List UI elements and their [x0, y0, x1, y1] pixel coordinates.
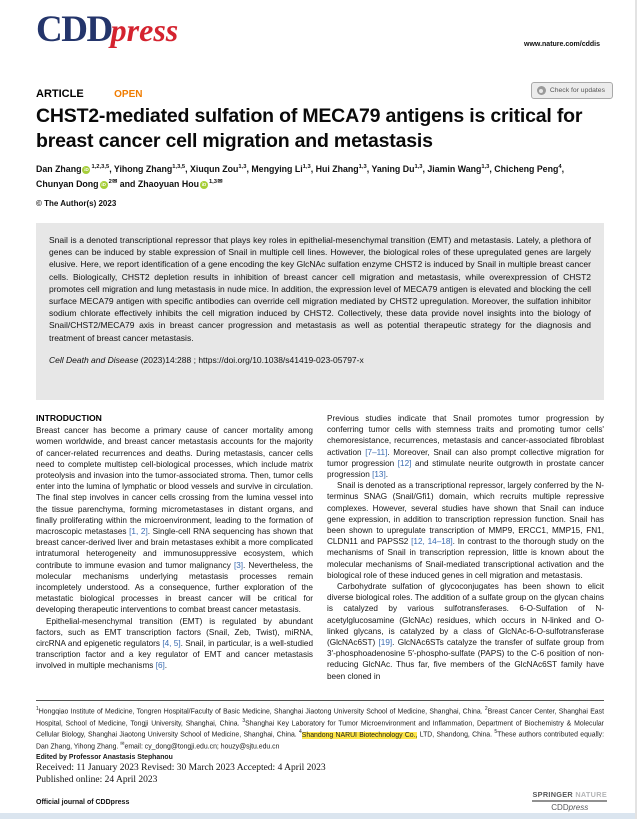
paragraph: Previous studies indicate that Snail promotes tumor progression by conferring tumor cells with stemness traits and promoting tumor cells' chemoresistance, recurrences, metastasis and cancer-associated fibroblast activation [7–11]. Moreover, Snail can also prompt collective migration for tumor progression [12] and stimulate neurite outgrowth in prostate cancer progression [13].: [327, 414, 604, 480]
reference-citation: [3]: [233, 560, 244, 570]
reference-citation: [12, 14–18]: [411, 537, 453, 547]
affiliation-text: Hongqiao Institute of Medicine, Tongren Hospital/Faculty of Basic Medicine, Shanghai Jiaotong University School of Medicine, Shanghai, China.: [38, 708, 485, 716]
paragraph: Snail is denoted as a transcriptional repressor, largely conferred by the N-terminus SNAG (Snail/Gfi1) domain, which recruits multiple repressive complexes. However, several studies have shown that Snail can induce gene expression, in addition to transcription repression function. Snail has been shown to upregulate transcription of MMP9, ERCC1, MMP15, FN1, CLDN11 and PAPSS2 [12, 14–18]. In contrast to the thorough study on the mechanisms of Snail in transcription repression, little is known about the molecular mechanisms of Snail-mediated transcriptional activation and the biological role of these induced genes in cell migration and metastasis.: [327, 481, 604, 580]
citation-line: [49, 355, 591, 365]
reference-citation: [19]: [378, 638, 393, 648]
springer-nature-logo: [532, 790, 607, 812]
introduction-heading: INTRODUCTION: [36, 413, 102, 423]
open-access-label: OPEN: [114, 89, 143, 100]
author: Xiuqun Zou$^{1,3}$,: [190, 163, 252, 174]
highlighted-affiliation: Shandong NARUI Biotechnology Co.,: [301, 731, 418, 739]
history-dates: [36, 763, 326, 786]
author: Chicheng Peng$^4$,: [494, 163, 565, 174]
citation-volume: (2023)14:288 ;: [138, 354, 199, 365]
springer-nature-wordmark: [532, 790, 607, 802]
doi-link[interactable]: https://doi.org/10.1038/s41419-023-05797-x: [198, 354, 364, 365]
journal-url: www.nature.com/cddis: [524, 41, 600, 48]
author-list: [36, 161, 604, 191]
check-for-updates-label: Check for updates: [549, 87, 605, 94]
body-columns: [36, 413, 604, 682]
right-column: [327, 413, 604, 682]
abstract-text: Snail is a denoted transcriptional repressor that plays key roles in epithelial-mesenchymal transition (EMT) and metastasis. Lately, a plethora of genes can be induced by stable expression of Snail in multiple cell lines. However, the biological roles of these upregulated genes are largely elusive. Here, we report identification of a gene encoding the key GlcNAc sulfation enzyme CHST2 is induced by Snail in multiple breast cancer cells. Biologically, CHST2 depletion results in inhibition of breast cancer cell migration and metastasis, while overexpression of CHST2 promotes cell migration and lung metastasis in nude mice. In addition, the expression level of MECA79 antigen is elevated and blocking the cell surface MECA79 antigen with specific antibodies can override cell migration mediated by CHST2 upregulation. Moreover, the sulfation inhibitor sodium chlorate effectively inhibits the cell migration induced by CHST2. Collectively, these data provide novel insights into the biology of Snail/CHST2/MECA79 axis in breast cancer progression and metastasis as well as potential therapeutic strategy for the diagnosis and treatment of breast cancer metastasis.: [49, 235, 591, 343]
author: Dan Zhang iD $^{1,2,3,5}$,: [36, 163, 114, 174]
affiliation-text: Breast Cancer Center, Shanghai East Hospital, School of Medicine, Tongji University, Shanghai, China.: [36, 708, 604, 727]
copyright-line: © The Author(s) 2023: [36, 199, 117, 208]
edited-by-line: Edited by Professor Anastasis Stephanou: [36, 753, 173, 761]
citation-journal: Cell Death and Disease: [49, 354, 139, 365]
footnote-divider: [36, 700, 604, 701]
cddpress-wordmark: [532, 802, 607, 812]
page-bottom-strip: [0, 813, 635, 819]
paragraph: Breast cancer has become a primary cause of cancer mortality among women worldwide, and breast cancer metastasis accounts for the majority of cancer-related recurrences and deaths. During metastasis, cancer cells need to complete multistep cell-biological processes, which include matrix proteolysis and invasion into the tumor-associated stroma. Then, tumor cells enter into the lumina of lymphatic or blood vessels and survive in circulation. The final step involves in cancer cells crossing from the lumina vessel into the tissue parenchyma, forming micrometastases in distant organs, and finally proliferating within the microenvironment, leading to the formation of macroscopic metastases [1, 2]. Single-cell RNA sequencing has shown that breast cancer-derived liver and brain metastases exhibit a more complicated intratumoral heterogeneity and immunosuppressive ecosystem, which contribute to immune evasion and tumor malignancy [3]. Nevertheless, the molecular mechanisms underlying metastasis processes remain incompletely understood. As a consequence, further exploration of the metastatic biological processes in breast cancer will be critical for developing therapeutic interventions to combat breast cancer metastasis.: [36, 426, 313, 615]
published-line: Published online: 24 April 2023: [36, 774, 158, 785]
received-line: Received: 11 January 2023 Revised: 30 March 2023 Accepted: 4 April 2023: [36, 763, 326, 773]
author: Chunyan Dong iD $^{2✉}$ and: [36, 178, 138, 189]
author: Mengying Li$^{1,3}$,: [251, 163, 316, 174]
article-type-label: ARTICLE: [36, 88, 84, 100]
paragraph: Epithelial-mesenchymal transition (EMT) is regulated by abundant factors, such as EMT transcription factors (Snail, Zeb, Twist), miRNA, circRNA and epigenetic regulators [4, 5]. Snail, in particular, is a well-studied transcription factor and a key regulator of EMT and cancer metastasis involved in multiple mechanisms [6].: [36, 616, 313, 671]
journal-logo: [36, 8, 178, 51]
article-bar: [36, 84, 613, 102]
reference-citation: [7–11]: [365, 447, 388, 457]
email-envelope-icon: ✉: [112, 178, 118, 185]
footer-cdd: CDD: [551, 803, 569, 812]
author: Yihong Zhang$^{1,3,5}$,: [113, 163, 191, 174]
affiliation-text: These authors contributed equally: Dan Zhang, Yihong Zhang.: [36, 731, 605, 751]
reference-citation: [12]: [397, 458, 412, 468]
affiliation-text: LTD, Shandong, China.: [417, 731, 495, 739]
left-column: [36, 413, 313, 682]
reference-citation: [4, 5]: [162, 639, 181, 649]
orcid-icon: iD: [101, 181, 106, 187]
email-envelope-icon: ✉: [217, 178, 223, 185]
orcid-icon: iD: [201, 181, 207, 187]
nature-label: NATURE: [575, 790, 607, 799]
author: Yaning Du$^{1,3}$,: [371, 163, 428, 174]
author: Hui Zhang$^{1,3}$,: [315, 163, 372, 174]
crossmark-icon: [537, 86, 546, 95]
springer-label: SPRINGER: [532, 790, 573, 799]
paragraph: Carbohydrate sulfation of glycoconjugates has been shown to elicit diverse biological roles. The addition of a sulfate group on the glycan chains is catalyzed by various sulfotransferases. 6-O-Sulfation of N-acetylglucosamine (GlcNAc) residues, which occurs in N-linked and O-linked glycans, is catalyzed by a class of GlcNAc-6-O-sulfotransferase (GlcNAc6ST) [19]. GlcNAc6STs catalyze the transfer of sulfate group from 3′-phosphoadenosine 5′-phospho-sulfate (PAPS) to the C-6 position of non-reducing GlcNAc. Thus far, five members of the GlcNAc6ST family have been cloned in: [327, 582, 604, 681]
logo-cdd: CDD: [36, 9, 112, 50]
affiliation-text: email: cy_dong@tongji.edu.cn; houzy@sjtu.edu.cn: [124, 743, 280, 751]
reference-citation: [1, 2]: [129, 527, 148, 537]
footer-press: press: [568, 803, 589, 812]
article-title: CHST2-mediated sulfation of MECA79 antigens is critical for breast cancer cell migration and metastasis: [36, 105, 583, 152]
official-journal-line: Official journal of CDDpress: [36, 799, 130, 806]
logo-press: press: [110, 12, 179, 48]
check-for-updates-button[interactable]: [531, 82, 613, 99]
orcid-icon: iD: [84, 166, 89, 172]
affiliation-text: Shanghai Key Laboratory for Tumor Microenvironment and Inflammation, Department of Biochemistry & Molecular Cellular Biology, Shanghai Jiaotong University School of Medicine, Shanghai, China.: [36, 720, 604, 739]
footnotes: [36, 705, 604, 762]
affiliations: $^1$Hongqiao Institute of Medicine, Tongren Hospital/Faculty of Basic Medicine, Shanghai Jiaotong University School of Medicine, Shanghai, China. $^2$Breast Cancer Center, Shanghai East Hospital, School of Medicine, Tongji University, Shanghai, China. $^3$Shanghai Key Laboratory for Tumor Microenvironment and Inflammation, Department of Biochemistry & Molecular Cellular Biology, Shanghai Jiaotong University School of Medicine, Shanghai, China. $^4$Shandong NARUI Biotechnology Co., LTD, Shandong, China. $^5$These authors contributed equally: Dan Zhang, Yihong Zhang. ✉email: cy_dong@tongji.edu.cn; houzy@sjtu.edu.cn: [36, 706, 605, 751]
reference-citation: [13]: [372, 470, 386, 480]
author: Jiamin Wang$^{1,3}$,: [427, 163, 495, 174]
reference-citation: [6]: [155, 661, 165, 671]
author: Zhaoyuan Hou iD $^{1,3✉}$: [137, 178, 223, 189]
abstract-box: [36, 223, 604, 400]
